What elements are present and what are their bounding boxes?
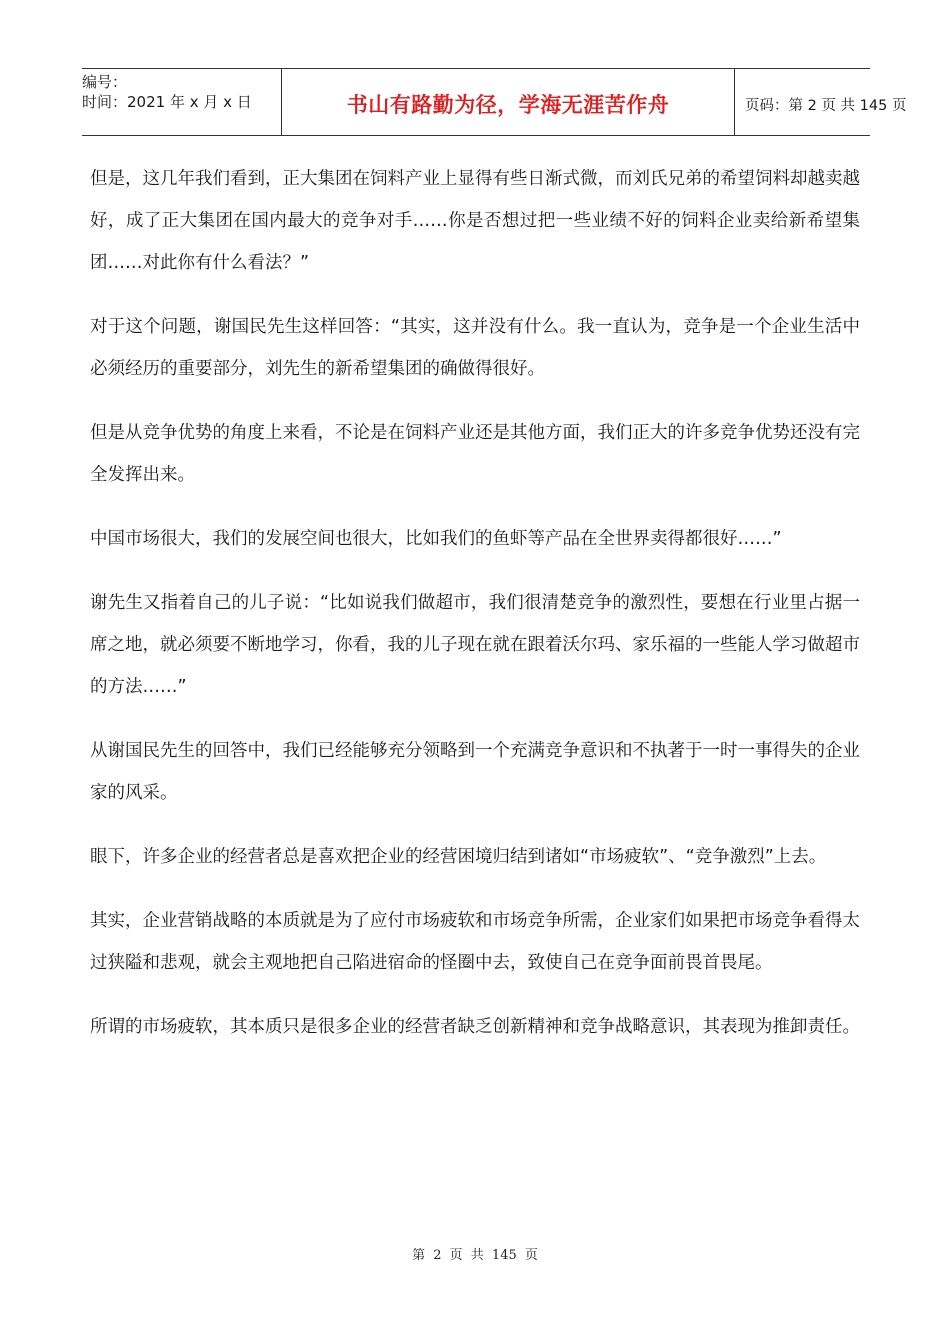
header-page-cell [735, 69, 907, 135]
document-date: 时间：2021 年 x 月 x 日 [82, 93, 252, 111]
paragraph: 对于这个问题，谢国民先生这样回答：“其实，这并没有什么。我一直认为，竞争是一个企业生活中必须经历的重要部分，刘先生的新希望集团的确做得很好。 [90, 317, 860, 379]
paragraph: 但是从竞争优势的角度上来看，不论是在饲料产业还是其他方面，我们正大的许多竞争优势还没有完全发挥出来。 [90, 423, 860, 485]
footer-page-number: 第 2 页 共 145 页 [412, 1248, 538, 1263]
document-number-label: 编号： [82, 73, 128, 91]
paragraph: 但是，这几年我们看到，正大集团在饲料产业上显得有些日渐式微，而刘氏兄弟的希望饲料却越卖越好，成了正大集团在国内最大的竞争对手……你是否想过把一些业绩不好的饲料企业卖给新希望集团……对此你有什么看法？” [90, 169, 860, 273]
page-header [82, 68, 907, 136]
paragraph: 所谓的市场疲软，其本质只是很多企业的经营者缺乏创新精神和竞争战略意识，其表现为推卸责任。 [90, 1017, 860, 1037]
header-motto-cell [282, 69, 735, 135]
paragraph: 从谢国民先生的回答中，我们已经能够充分领略到一个充满竞争意识和不执著于一时一事得失的企业家的风采。 [90, 741, 860, 803]
page-footer [0, 1244, 950, 1263]
paragraph: 其实，企业营销战略的本质就是为了应付市场疲软和市场竞争所需，企业家们如果把市场竞争看得太过狭隘和悲观，就会主观地把自己陷进宿命的怪圈中去，致使自己在竞争面前畏首畏尾。 [90, 911, 860, 973]
paragraph: 眼下，许多企业的经营者总是喜欢把企业的经营困境归结到诸如“市场疲软”、“竞争激烈”上去。 [90, 847, 827, 867]
paragraph: 谢先生又指着自己的儿子说：“比如说我们做超市，我们很清楚竞争的激烈性，要想在行业里占据一席之地，就必须要不断地学习，你看，我的儿子现在就在跟着沃尔玛、家乐福的一些能人学习做超市的方法……” [90, 593, 860, 697]
paragraph: 中国市场很大，我们的发展空间也很大，比如我们的鱼虾等产品在全世界卖得都很好……” [90, 529, 782, 549]
header-motto: 书山有路勤为径，学海无涯苦作舟 [346, 93, 670, 117]
header-meta-cell [82, 69, 282, 135]
document-body [90, 158, 860, 1070]
header-page-code: 页码：第 2 页 共 145 页 [745, 97, 907, 114]
